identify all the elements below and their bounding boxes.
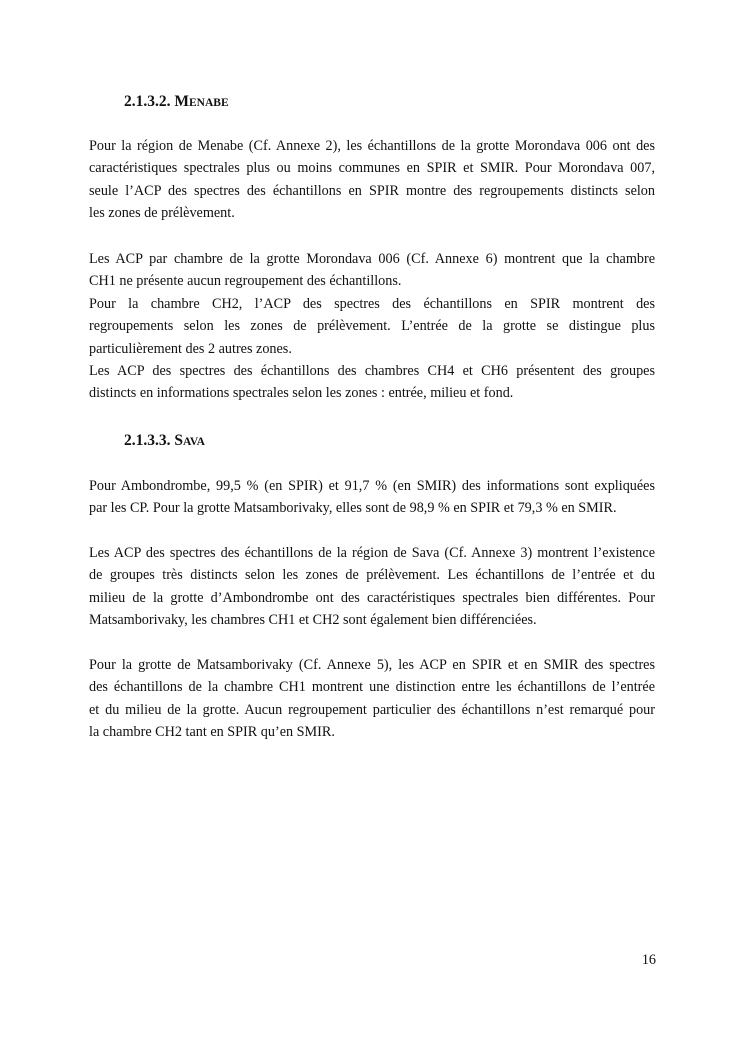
text-line: CH1 ne présente aucun regroupement des échantillons.	[89, 273, 402, 290]
text-line: Pour Ambondrombe, 99,5 % (en SPIR) et 91,7 % (en SMIR) des informations sont expliquées	[89, 478, 655, 494]
text-line: Pour la grotte de Matsamborivaky (Cf. Annexe 5), les ACP en SPIR et en SMIR des spectres	[89, 657, 655, 673]
paragraph	[89, 360, 655, 405]
text-line: particulièrement des 2 autres zones.	[89, 340, 292, 357]
section-title-rest: ENABE	[189, 97, 229, 109]
text-line: milieu de la grotte d’Ambondrombe ont des caractéristiques spectrales bien différentes. Pour	[89, 589, 655, 606]
text-line: Matsamborivaky, les chambres CH1 et CH2 sont également bien différenciées.	[89, 612, 537, 629]
text-line: de groupes très distincts selon les zones de prélèvement. Les échantillons de l’entrée et du	[89, 567, 655, 584]
text-line: la chambre CH2 tant en SPIR qu’en SMIR.	[89, 724, 335, 741]
text-line: caractéristiques spectrales plus ou moins communes en SPIR et SMIR. Pour Morondava 007,	[89, 160, 655, 177]
text-line: Pour la région de Menabe (Cf. Annexe 2), les échantillons de la grotte Morondava 006 ont des	[89, 138, 655, 154]
page-number: 16	[641, 952, 656, 968]
paragraph	[89, 475, 655, 520]
paragraph	[89, 542, 655, 632]
paragraph	[89, 293, 655, 360]
section-title-rest: AVA	[183, 436, 205, 448]
paragraph	[89, 248, 655, 293]
text-line: des échantillons de la chambre CH1 montrent une distinction entre les échantillons de l’entrée	[89, 679, 655, 696]
text-line: et du milieu de la grotte. Aucun regroupement particulier des échantillons n’est remarqué pour	[89, 701, 655, 718]
section-heading-sava	[124, 431, 205, 452]
section-title-initial: S	[174, 432, 183, 449]
paragraph	[89, 135, 655, 225]
text-line: Les ACP des spectres des échantillons de la région de Sava (Cf. Annexe 3) montrent l’existence	[89, 545, 655, 561]
text-line: seule l’ACP des spectres des échantillons en SPIR montre des regroupements distincts selon	[89, 182, 655, 199]
section-number: 2.1.3.2.	[124, 93, 171, 110]
text-line: regroupements selon les zones de prélèvement. L’entrée de la grotte se distingue plus	[89, 318, 655, 335]
text-line: Les ACP par chambre de la grotte Morondava 006 (Cf. Annexe 6) montrent que la chambre	[89, 251, 655, 267]
text-line: distincts en informations spectrales selon les zones : entrée, milieu et fond.	[89, 385, 514, 402]
text-line: les zones de prélèvement.	[89, 205, 235, 222]
text-line: par les CP. Pour la grotte Matsamborivaky, elles sont de 98,9 % en SPIR et 79,3 % en SMIR.	[89, 500, 617, 517]
section-heading-menabe	[124, 92, 229, 113]
section-title-initial: M	[174, 93, 190, 110]
text-line: Pour la chambre CH2, l’ACP des spectres des échantillons en SPIR montrent des	[89, 296, 655, 312]
text-line: Les ACP des spectres des échantillons des chambres CH4 et CH6 présentent des groupes	[89, 363, 655, 379]
section-number: 2.1.3.3.	[124, 432, 171, 449]
paragraph	[89, 654, 655, 744]
